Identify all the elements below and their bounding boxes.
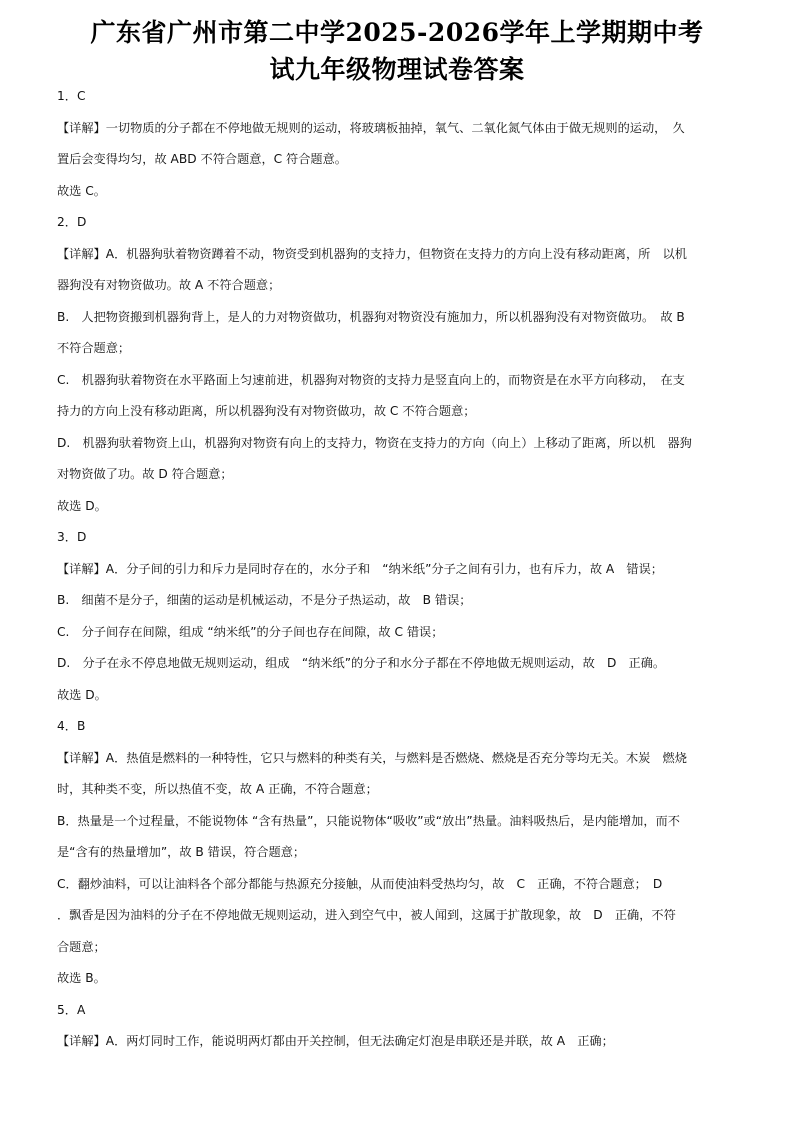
text-line: 是“含有的热量增加”，故 B 错误，符合题意； <box>57 845 306 859</box>
text-line: 4．B <box>57 719 86 733</box>
text-line: C. 分子间存在间隙，组成 “纳米纸”的分子间也存在间隙，故 C 错误； <box>57 624 444 639</box>
text-line: 【详解】A．机器狗驮着物资蹲着不动，物资受到机器狗的支持力，但物资在支持力的方向上没有移动距离，所 以机 <box>57 246 687 261</box>
text-line: 故选 D。 <box>57 498 107 513</box>
document-title-line-1: 广东省广州市第二中学2025-2026学年上学期期中考 <box>90 18 704 47</box>
text-line: C．翻炒油料，可以让油料各个部分都能与热源充分接触，从而使油料受热均匀，故 C 正确，不符合题意； D <box>57 876 663 891</box>
text-line: 【详解】A．两灯同时工作，能说明两灯都由开关控制，但无法确定灯泡是串联还是并联，故 A 正确； <box>57 1034 614 1048</box>
text-line: C. 机器狗驮着物资在水平路面上匀速前进，机器狗对物资的支持力是竖直向上的，而物资是在水平方向移动， 在支 <box>57 372 685 387</box>
text-line: 故选 C。 <box>57 183 106 198</box>
text-line: 1．C <box>57 89 86 103</box>
text-line: 【详解】A．分子间的引力和斥力是同时存在的，水分子和 “纳米纸”分子之间有引力，也有斥力，故 A 错误； <box>57 561 663 576</box>
text-line: 3．D <box>57 530 87 544</box>
text-line: D. 分子在永不停息地做无规则运动，组成 “纳米纸”的分子和水分子都在不停地做无规则运动，故 D 正确。 <box>57 656 666 670</box>
text-line: 5．A <box>57 1002 86 1017</box>
text-line: 器狗没有对物资做功。故 A 不符合题意； <box>57 278 281 292</box>
text-line: 【详解】A．热值是燃料的一种特性，它只与燃料的种类有关，与燃料是否燃烧、燃烧是否充分等均无关。木炭 燃烧 <box>57 750 687 765</box>
text-line: 持力的方向上没有移动距离，所以机器狗没有对物资做功，故 C 不符合题意； <box>57 404 476 418</box>
text-line: 2．D <box>57 215 87 229</box>
text-line: B．热量是一个过程量，不能说物体 “含有热量”，只能说物体“吸收”或“放出”热量。油料吸热后，是内能增加，而不 <box>57 813 680 828</box>
text-line: D. 机器狗驮着物资上山，机器狗对物资有向上的支持力，物资在支持力的方向（向上）上移动了距离，所以机 器狗 <box>57 435 692 450</box>
text-line: B. 人把物资搬到机器狗背上，是人的力对物资做功，机器狗对物资没有施加力，所以机器狗没有对物资做功。 故 B <box>57 309 685 324</box>
text-line: 不符合题意； <box>57 341 131 355</box>
text-line: 故选 B。 <box>57 971 106 985</box>
text-line: 故选 D。 <box>57 687 107 702</box>
text-line: 时，其种类不变，所以热值不变，故 A 正确，不符合题意； <box>57 782 378 796</box>
document-title-line-2: 试九年级物理试卷答案 <box>269 55 525 84</box>
text-line: 合题意； <box>57 939 106 954</box>
text-line: B. 细菌不是分子，细菌的运动是机械运动，不是分子热运动，故 B 错误； <box>57 593 472 607</box>
text-line: 置后会变得均匀，故 ABD 不符合题意，C 符合题意。 <box>57 152 347 166</box>
text-line: 【详解】一切物质的分子都在不停地做无规则的运动，将玻璃板抽掉，氧气、二氧化氮气体由于做无规则的运动， 久 <box>57 120 685 135</box>
text-line: ．飘香是因为油料的分子在不停地做无规则运动，进入到空气中，被人闻到，这属于扩散现象，故 D 正确，不符 <box>57 908 676 922</box>
text-line: 对物资做了功。故 D 符合题意； <box>57 467 233 481</box>
document-body <box>57 81 737 1058</box>
